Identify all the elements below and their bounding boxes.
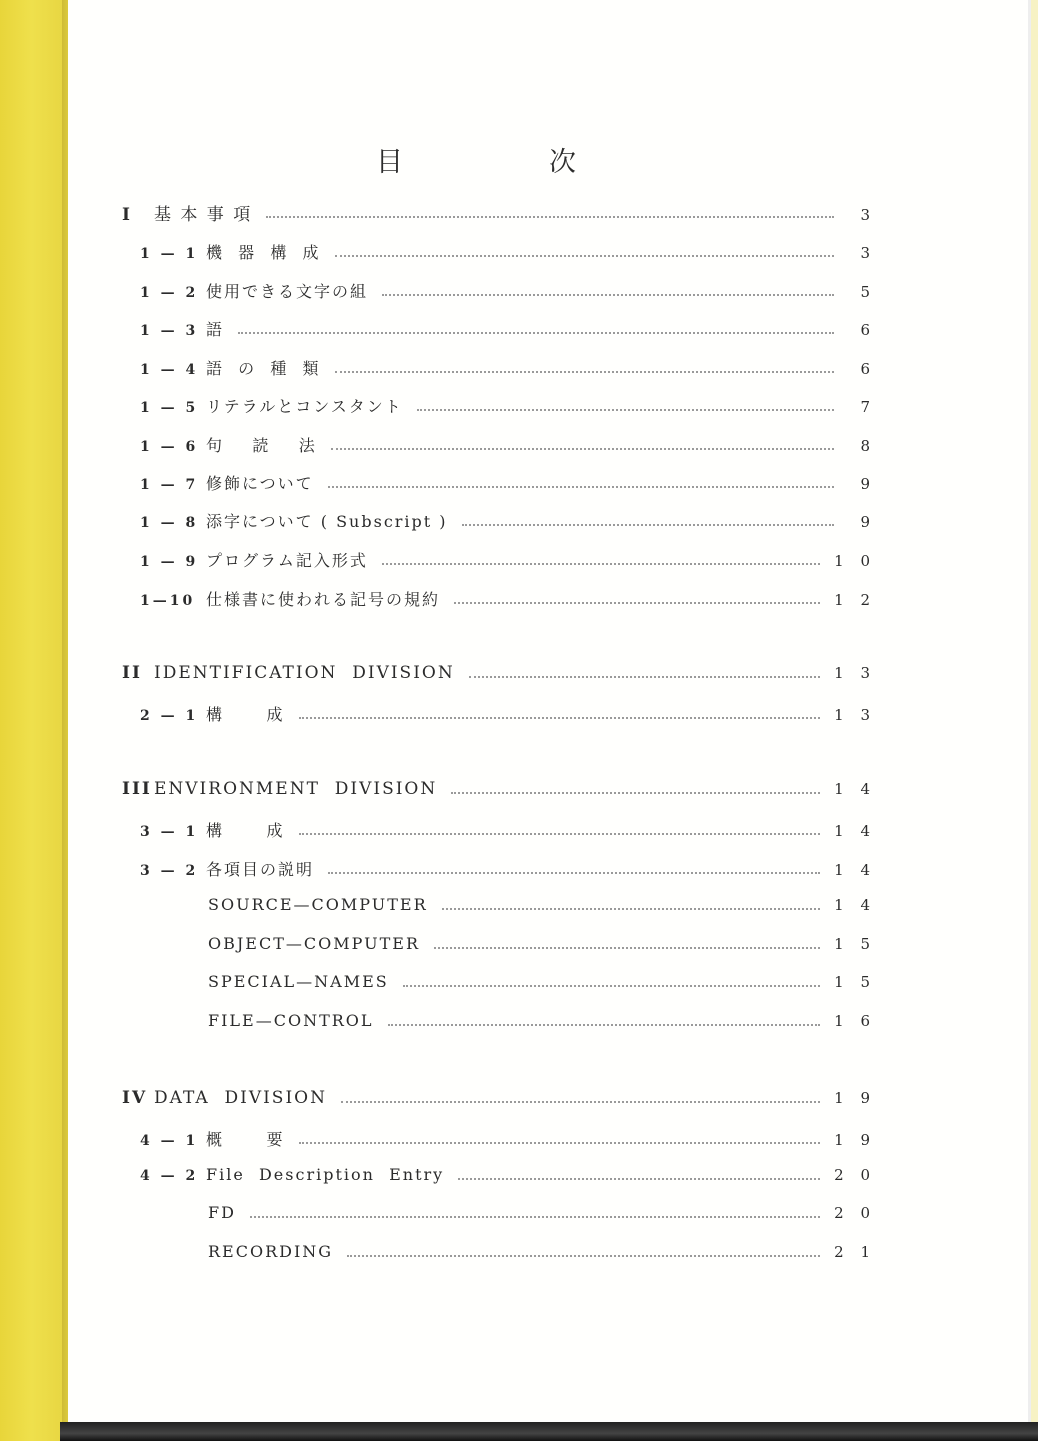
toc-number: 4 — 2 [140,1168,199,1184]
toc-label: リテラルとコンスタント [206,397,403,416]
toc-row [140,433,876,456]
toc-row [208,934,876,953]
toc-page-number: 1 5 [834,973,876,991]
toc-row [140,587,876,610]
dot-leader [341,1101,820,1103]
dot-leader [462,524,834,526]
dot-leader [328,486,834,488]
yellow-binding-spine [0,0,70,1441]
toc-label: 仕様書に使われる記号の規約 [206,590,441,609]
toc-page-number: 1 6 [834,1012,876,1030]
toc-row [140,240,876,263]
title-char-1: 目 [376,147,403,178]
toc-page-number: 1 4 [834,780,876,798]
toc-label: IDENTIFICATION DIVISION [154,663,455,683]
dot-leader [442,908,821,910]
toc-row [140,1127,876,1150]
toc-row [140,857,876,880]
toc-number: 1—10 [140,593,196,609]
toc-page-number: 1 2 [834,591,876,609]
toc-row [208,1203,876,1222]
dot-leader [328,872,820,874]
toc-label: FILE—CONTROL [208,1011,374,1030]
toc-label: OBJECT—COMPUTER [208,934,420,953]
toc-page-number: 7 [860,398,876,416]
dot-leader [266,216,834,218]
bottom-edge-shadow [60,1422,1038,1441]
toc-page-number: 8 [860,437,876,455]
toc-row [208,895,876,914]
dot-leader [382,563,820,565]
toc-number: II [122,663,142,683]
toc-label: ENVIRONMENT DIVISION [154,779,438,799]
toc-number: 1 — 3 [140,323,199,339]
toc-row [140,471,876,494]
toc-label: 概 要 [206,1130,285,1149]
toc-row [122,200,876,225]
toc-page-number: 6 [860,360,876,378]
toc-page-number: 1 9 [834,1089,876,1107]
toc-page-number: 1 9 [834,1131,876,1149]
toc-row [122,663,876,683]
toc-row [140,1165,876,1184]
dot-leader [417,409,834,411]
toc-row [140,317,876,340]
toc-label: SOURCE—COMPUTER [208,895,428,914]
dot-leader [299,717,821,719]
toc-number: 1 — 8 [140,515,199,531]
dot-leader [451,792,820,794]
toc-number: 3 — 2 [140,863,199,879]
toc-page-number: 3 [860,206,876,224]
page-title [376,140,576,179]
toc-number: 1 — 5 [140,400,199,416]
toc-row [140,394,876,417]
toc-label: 修飾について [206,474,314,493]
dot-leader [388,1024,821,1026]
toc-page-number: 2 0 [834,1204,876,1222]
toc-number: 1 — 7 [140,477,199,493]
toc-number: 1 — 4 [140,362,199,378]
toc-row [140,702,876,725]
toc-number: III [122,779,152,799]
toc-label: File Description Entry [206,1165,445,1184]
toc-page-number: 1 3 [834,664,876,682]
toc-number: 1 — 9 [140,554,199,570]
toc-number: 1 — 2 [140,285,199,301]
toc-label: RECORDING [208,1242,334,1261]
toc-row [140,356,876,379]
dot-leader [434,947,820,949]
toc-label: DATA DIVISION [154,1088,327,1108]
toc-row [122,1088,876,1108]
dot-leader [454,602,820,604]
dot-leader [347,1255,820,1257]
dot-leader [403,985,820,987]
toc-page-number: 2 1 [834,1243,876,1261]
toc-label: 語 [206,320,225,339]
dot-leader [382,294,834,296]
title-char-2: 次 [549,147,576,178]
toc-number: 1 — 1 [140,246,199,262]
toc-page-number: 1 5 [834,935,876,953]
toc-row [208,972,876,991]
toc-label: SPECIAL—NAMES [208,972,389,991]
toc-row [140,818,876,841]
dot-leader [335,255,834,257]
toc-page-number: 9 [860,513,876,531]
toc-number: 4 — 1 [140,1133,199,1149]
toc-page-number: 1 4 [834,896,876,914]
toc-row [208,1011,876,1030]
toc-page-number: 1 4 [834,822,876,840]
toc-number: 3 — 1 [140,824,199,840]
toc-row [140,548,876,571]
toc-page-number: 3 [860,244,876,262]
toc-row [140,279,876,302]
dot-leader [469,676,820,678]
toc-number: 2 — 1 [140,708,199,724]
dot-leader [238,332,834,334]
dot-leader [299,833,821,835]
toc-row [208,1242,876,1261]
toc-number: IV [122,1088,148,1108]
toc-page-number: 1 3 [834,706,876,724]
toc-label: プログラム記入形式 [206,551,368,570]
toc-label: 語 の 種 類 [206,359,321,378]
toc-page-number: 1 0 [834,552,876,570]
toc-label: 使用できる文字の組 [206,282,369,301]
toc-label: FD [208,1203,236,1222]
toc-page-number: 2 0 [834,1166,876,1184]
toc-label: 基 本 事 項 [154,205,253,225]
toc-row [140,509,876,532]
dot-leader [335,371,834,373]
toc-label: 機 器 構 成 [206,243,321,262]
toc-label: 構 成 [206,705,285,724]
dot-leader [331,448,834,450]
toc-label: 添字について ( Subscript ) [206,512,448,531]
dot-leader [299,1142,821,1144]
toc-label: 句 読 法 [206,436,317,455]
toc-number: 1 — 6 [140,439,199,455]
toc-page-number: 6 [860,321,876,339]
dot-leader [458,1178,820,1180]
toc-page-number: 1 4 [834,861,876,879]
toc-page-number: 9 [860,475,876,493]
toc-row [122,779,876,799]
toc-page-number: 5 [860,283,876,301]
toc-label: 各項目の説明 [206,860,315,879]
dot-leader [250,1216,820,1218]
toc-number: I [122,205,132,225]
toc-label: 構 成 [206,821,285,840]
